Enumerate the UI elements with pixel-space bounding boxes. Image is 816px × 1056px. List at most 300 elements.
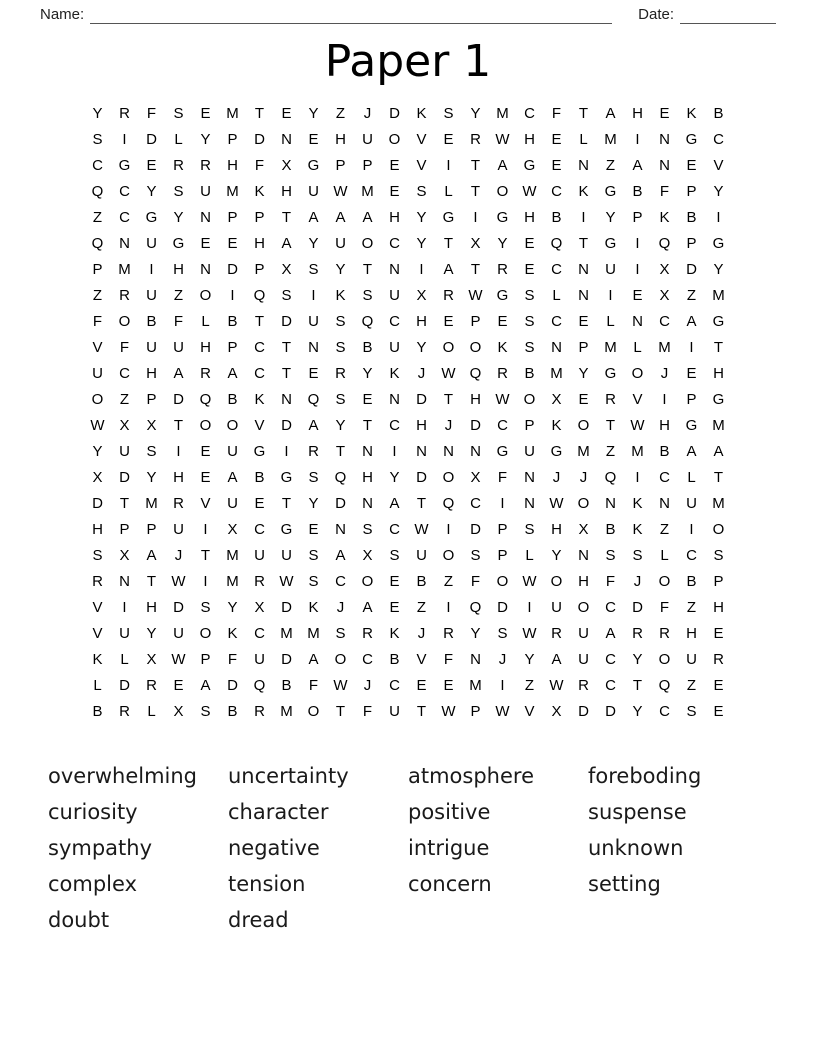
grid-letter: Q bbox=[469, 598, 482, 616]
grid-letter: X bbox=[227, 520, 238, 538]
grid-letter: T bbox=[281, 338, 292, 356]
grid-letter: D bbox=[173, 390, 184, 408]
grid-letter: T bbox=[578, 234, 589, 252]
grid-letter: P bbox=[254, 260, 265, 278]
grid-letter: I bbox=[284, 442, 289, 460]
grid-letter: Q bbox=[253, 286, 266, 304]
grid-letter: S bbox=[416, 182, 427, 200]
grid-letter: P bbox=[254, 208, 265, 226]
grid-letter: P bbox=[686, 234, 697, 252]
grid-letter: U bbox=[524, 442, 535, 460]
grid-letter: S bbox=[335, 390, 346, 408]
grid-letter: O bbox=[442, 546, 455, 564]
grid-letter: N bbox=[524, 468, 535, 486]
grid-letter: E bbox=[200, 104, 211, 122]
word-list-item: sympathy bbox=[48, 836, 152, 861]
grid-letter: C bbox=[254, 364, 265, 382]
grid-letter: A bbox=[227, 364, 238, 382]
grid-letter: Q bbox=[658, 234, 671, 252]
grid-letter: C bbox=[362, 650, 373, 668]
grid-letter: H bbox=[227, 156, 238, 174]
grid-letter: S bbox=[362, 520, 373, 538]
grid-letter: P bbox=[578, 338, 589, 356]
grid-letter: I bbox=[311, 286, 316, 304]
grid-letter: T bbox=[254, 312, 265, 330]
grid-letter: W bbox=[441, 702, 456, 720]
grid-letter: R bbox=[254, 702, 265, 720]
grid-letter: Y bbox=[605, 208, 616, 226]
grid-letter: O bbox=[199, 286, 212, 304]
grid-letter: V bbox=[92, 598, 103, 616]
grid-letter: U bbox=[173, 624, 184, 642]
grid-letter: J bbox=[417, 364, 426, 382]
grid-letter: T bbox=[119, 494, 130, 512]
grid-letter: O bbox=[118, 312, 131, 330]
grid-letter: E bbox=[200, 442, 211, 460]
grid-letter: B bbox=[713, 104, 724, 122]
grid-letter: Y bbox=[92, 104, 103, 122]
grid-letter: C bbox=[551, 182, 562, 200]
grid-letter: A bbox=[686, 442, 697, 460]
grid-letter: R bbox=[92, 572, 103, 590]
grid-letter: B bbox=[362, 338, 373, 356]
grid-letter: S bbox=[524, 338, 535, 356]
grid-letter: U bbox=[578, 650, 589, 668]
grid-letter: H bbox=[362, 468, 373, 486]
grid-letter: E bbox=[659, 104, 670, 122]
grid-letter: U bbox=[551, 598, 562, 616]
grid-letter: G bbox=[712, 312, 725, 330]
grid-letter: D bbox=[146, 130, 157, 148]
grid-letter: Y bbox=[227, 598, 238, 616]
grid-letter: A bbox=[389, 494, 400, 512]
grid-letter: O bbox=[334, 650, 347, 668]
grid-letter: H bbox=[389, 208, 400, 226]
grid-letter: D bbox=[119, 676, 130, 694]
grid-letter: B bbox=[632, 182, 643, 200]
grid-letter: P bbox=[632, 208, 643, 226]
grid-letter: D bbox=[227, 260, 238, 278]
grid-letter: Y bbox=[92, 442, 103, 460]
grid-letter: X bbox=[146, 416, 157, 434]
grid-letter: M bbox=[280, 702, 293, 720]
grid-letter: E bbox=[389, 572, 400, 590]
grid-letter: A bbox=[443, 260, 454, 278]
grid-letter: R bbox=[470, 130, 481, 148]
grid-letter: Y bbox=[470, 104, 481, 122]
grid-letter: S bbox=[200, 702, 211, 720]
grid-letter: E bbox=[524, 234, 535, 252]
grid-letter: N bbox=[578, 156, 589, 174]
grid-letter: W bbox=[333, 182, 348, 200]
grid-letter: P bbox=[146, 520, 157, 538]
grid-letter: K bbox=[389, 624, 400, 642]
grid-letter: B bbox=[389, 650, 400, 668]
grid-letter: G bbox=[496, 286, 509, 304]
grid-letter: T bbox=[416, 702, 427, 720]
grid-letter: X bbox=[281, 156, 292, 174]
grid-letter: V bbox=[254, 416, 265, 434]
grid-letter: K bbox=[578, 182, 589, 200]
grid-letter: Q bbox=[91, 234, 104, 252]
grid-letter: T bbox=[443, 234, 454, 252]
grid-letter: C bbox=[524, 104, 535, 122]
grid-letter: R bbox=[632, 624, 643, 642]
grid-letter: Y bbox=[416, 338, 427, 356]
grid-letter: I bbox=[473, 208, 478, 226]
word-list-item: character bbox=[228, 800, 329, 825]
grid-letter: K bbox=[254, 390, 265, 408]
grid-letter: J bbox=[363, 104, 372, 122]
grid-letter: P bbox=[227, 338, 238, 356]
word-list-column bbox=[588, 760, 768, 904]
grid-letter: T bbox=[605, 416, 616, 434]
grid-letter: X bbox=[551, 702, 562, 720]
grid-letter: N bbox=[281, 130, 292, 148]
puzzle-title: Paper 1 bbox=[324, 36, 492, 87]
grid-letter: C bbox=[605, 650, 616, 668]
grid-letter: U bbox=[173, 338, 184, 356]
grid-letter: F bbox=[551, 104, 562, 122]
grid-letter: K bbox=[389, 364, 400, 382]
grid-letter: Q bbox=[361, 312, 374, 330]
grid-letter: L bbox=[552, 286, 561, 304]
grid-letter: P bbox=[686, 390, 697, 408]
grid-letter: G bbox=[712, 234, 725, 252]
grid-letter: J bbox=[336, 598, 345, 616]
grid-letter: S bbox=[389, 546, 400, 564]
grid-letter: D bbox=[281, 416, 292, 434]
grid-letter: D bbox=[470, 416, 481, 434]
grid-letter: H bbox=[632, 104, 643, 122]
grid-letter: C bbox=[254, 624, 265, 642]
grid-letter: U bbox=[92, 364, 103, 382]
grid-letter: X bbox=[551, 390, 562, 408]
grid-letter: X bbox=[578, 520, 589, 538]
grid-letter: B bbox=[146, 312, 157, 330]
grid-letter: N bbox=[578, 286, 589, 304]
grid-letter: A bbox=[713, 442, 724, 460]
grid-letter: B bbox=[281, 676, 292, 694]
grid-letter: L bbox=[201, 312, 210, 330]
grid-letter: D bbox=[416, 468, 427, 486]
grid-letter: I bbox=[446, 520, 451, 538]
word-list bbox=[48, 760, 816, 940]
grid-letter: M bbox=[604, 338, 617, 356]
grid-letter: H bbox=[713, 364, 724, 382]
grid-letter: F bbox=[659, 182, 670, 200]
grid-letter: C bbox=[254, 338, 265, 356]
grid-letter: M bbox=[604, 130, 617, 148]
grid-letter: T bbox=[281, 364, 292, 382]
grid-letter: G bbox=[280, 468, 293, 486]
grid-letter: T bbox=[632, 676, 643, 694]
grid-letter: S bbox=[146, 442, 157, 460]
grid-letter: E bbox=[200, 234, 211, 252]
grid-letter: G bbox=[604, 364, 617, 382]
grid-letter: A bbox=[632, 156, 643, 174]
grid-letter: Q bbox=[604, 468, 617, 486]
grid-letter: Z bbox=[443, 572, 454, 590]
grid-letter: Y bbox=[362, 364, 373, 382]
grid-letter: E bbox=[524, 260, 535, 278]
grid-letter: I bbox=[392, 442, 397, 460]
grid-letter: E bbox=[281, 104, 292, 122]
grid-letter: S bbox=[524, 520, 535, 538]
grid-letter: E bbox=[713, 624, 724, 642]
grid-letter: R bbox=[119, 104, 130, 122]
grid-letter: F bbox=[173, 312, 184, 330]
grid-letter: U bbox=[416, 546, 427, 564]
grid-letter: E bbox=[686, 364, 697, 382]
grid-letter: O bbox=[199, 624, 212, 642]
grid-letter: B bbox=[551, 208, 562, 226]
grid-letter: P bbox=[335, 156, 346, 174]
grid-letter: Q bbox=[469, 364, 482, 382]
grid-letter: W bbox=[279, 572, 294, 590]
grid-letter: C bbox=[389, 416, 400, 434]
grid-letter: X bbox=[470, 234, 481, 252]
grid-letter: K bbox=[335, 286, 346, 304]
grid-letter: R bbox=[443, 624, 454, 642]
grid-letter: T bbox=[335, 702, 346, 720]
grid-letter: C bbox=[389, 234, 400, 252]
grid-letter: Y bbox=[632, 702, 643, 720]
grid-letter: O bbox=[577, 598, 590, 616]
grid-letter: Z bbox=[119, 390, 130, 408]
grid-letter: H bbox=[416, 312, 427, 330]
grid-letter: T bbox=[362, 416, 373, 434]
grid-letter: F bbox=[362, 702, 373, 720]
grid-letter: M bbox=[658, 338, 671, 356]
grid-letter: E bbox=[713, 676, 724, 694]
grid-letter: R bbox=[497, 364, 508, 382]
grid-letter: W bbox=[522, 624, 537, 642]
grid-letter: Z bbox=[335, 104, 346, 122]
word-list-column bbox=[228, 760, 408, 940]
grid-letter: I bbox=[500, 676, 505, 694]
grid-letter: U bbox=[686, 494, 697, 512]
grid-letter: J bbox=[579, 468, 588, 486]
grid-letter: Z bbox=[92, 208, 103, 226]
grid-letter: Z bbox=[173, 286, 184, 304]
grid-letter: H bbox=[470, 390, 481, 408]
grid-letter: M bbox=[361, 182, 374, 200]
grid-letter: N bbox=[281, 390, 292, 408]
grid-letter: T bbox=[713, 468, 724, 486]
grid-letter: E bbox=[173, 676, 184, 694]
grid-letter: D bbox=[173, 598, 184, 616]
grid-letter: D bbox=[92, 494, 103, 512]
grid-letter: B bbox=[227, 702, 238, 720]
grid-letter: F bbox=[605, 572, 616, 590]
grid-letter: G bbox=[145, 208, 158, 226]
grid-letter: S bbox=[335, 624, 346, 642]
grid-letter: W bbox=[414, 520, 429, 538]
grid-letter: T bbox=[362, 260, 373, 278]
grid-letter: O bbox=[442, 468, 455, 486]
grid-letter: Z bbox=[686, 286, 697, 304]
grid-letter: B bbox=[416, 572, 427, 590]
grid-letter: B bbox=[254, 468, 265, 486]
grid-letter: P bbox=[362, 156, 373, 174]
grid-letter: X bbox=[119, 546, 130, 564]
grid-letter: K bbox=[632, 520, 643, 538]
grid-letter: V bbox=[524, 702, 535, 720]
grid-letter: D bbox=[416, 390, 427, 408]
grid-letter: H bbox=[254, 234, 265, 252]
grid-letter: Q bbox=[334, 468, 347, 486]
grid-letter: W bbox=[90, 416, 105, 434]
grid-letter: Y bbox=[308, 234, 319, 252]
grid-letter: T bbox=[470, 260, 481, 278]
grid-letter: A bbox=[173, 364, 184, 382]
grid-letter: H bbox=[659, 416, 670, 434]
grid-letter: X bbox=[470, 468, 481, 486]
grid-letter: R bbox=[119, 286, 130, 304]
grid-letter: Q bbox=[550, 234, 563, 252]
grid-letter: N bbox=[335, 520, 346, 538]
grid-letter: M bbox=[712, 416, 725, 434]
grid-letter: F bbox=[497, 468, 508, 486]
grid-letter: H bbox=[578, 572, 589, 590]
grid-letter: Z bbox=[686, 676, 697, 694]
grid-letter: C bbox=[605, 598, 616, 616]
grid-letter: X bbox=[146, 650, 157, 668]
grid-letter: P bbox=[686, 182, 697, 200]
grid-letter: L bbox=[147, 702, 156, 720]
grid-letter: Y bbox=[146, 624, 157, 642]
word-list-item: dread bbox=[228, 908, 289, 933]
grid-letter: I bbox=[635, 130, 640, 148]
grid-letter: C bbox=[119, 364, 130, 382]
grid-letter: A bbox=[686, 312, 697, 330]
grid-letter: U bbox=[389, 338, 400, 356]
grid-letter: N bbox=[632, 312, 643, 330]
grid-letter: J bbox=[633, 572, 642, 590]
grid-letter: Y bbox=[146, 182, 157, 200]
grid-letter: I bbox=[149, 260, 154, 278]
grid-letter: T bbox=[173, 416, 184, 434]
grid-letter: W bbox=[522, 572, 537, 590]
grid-letter: I bbox=[635, 234, 640, 252]
grid-letter: D bbox=[335, 494, 346, 512]
grid-letter: O bbox=[658, 572, 671, 590]
grid-letter: N bbox=[605, 494, 616, 512]
grid-letter: G bbox=[172, 234, 185, 252]
grid-letter: H bbox=[524, 130, 535, 148]
grid-letter: A bbox=[605, 624, 616, 642]
grid-letter: F bbox=[119, 338, 130, 356]
grid-letter: B bbox=[92, 702, 103, 720]
grid-letter: L bbox=[444, 182, 453, 200]
grid-letter: K bbox=[254, 182, 265, 200]
grid-letter: K bbox=[659, 208, 670, 226]
grid-letter: C bbox=[551, 312, 562, 330]
word-list-item: curiosity bbox=[48, 800, 138, 825]
grid-letter: T bbox=[470, 182, 481, 200]
name-blank-line bbox=[90, 7, 612, 24]
grid-letter: S bbox=[524, 312, 535, 330]
grid-letter: S bbox=[308, 546, 319, 564]
grid-letter: I bbox=[446, 598, 451, 616]
grid-letter: X bbox=[173, 702, 184, 720]
word-list-item: overwhelming bbox=[48, 764, 197, 789]
grid-letter: N bbox=[659, 156, 670, 174]
grid-letter: S bbox=[92, 546, 103, 564]
grid-letter: N bbox=[119, 234, 130, 252]
grid-letter: R bbox=[605, 390, 616, 408]
grid-letter: L bbox=[579, 130, 588, 148]
grid-letter: W bbox=[522, 182, 537, 200]
grid-letter: P bbox=[713, 572, 724, 590]
grid-letter: L bbox=[633, 338, 642, 356]
grid-letter: A bbox=[146, 546, 157, 564]
grid-letter: I bbox=[635, 260, 640, 278]
grid-letter: O bbox=[226, 416, 239, 434]
grid-letter: E bbox=[389, 598, 400, 616]
grid-letter: H bbox=[686, 624, 697, 642]
grid-letter: G bbox=[685, 130, 698, 148]
grid-letter: F bbox=[254, 156, 265, 174]
grid-letter: D bbox=[281, 650, 292, 668]
grid-letter: O bbox=[361, 234, 374, 252]
grid-letter: E bbox=[551, 156, 562, 174]
grid-letter: N bbox=[551, 338, 562, 356]
grid-letter: N bbox=[200, 208, 211, 226]
word-list-item: unknown bbox=[588, 836, 684, 861]
grid-letter: X bbox=[416, 286, 427, 304]
grid-letter: T bbox=[443, 390, 454, 408]
grid-letter: S bbox=[92, 130, 103, 148]
word-list-item: complex bbox=[48, 872, 137, 897]
grid-letter: S bbox=[281, 286, 292, 304]
grid-letter: I bbox=[176, 442, 181, 460]
grid-letter: S bbox=[308, 468, 319, 486]
grid-letter: A bbox=[308, 208, 319, 226]
grid-letter: D bbox=[686, 260, 697, 278]
grid-letter: Q bbox=[199, 390, 212, 408]
grid-letter: Y bbox=[551, 546, 562, 564]
grid-letter: L bbox=[687, 468, 696, 486]
grid-letter: H bbox=[146, 598, 157, 616]
grid-letter: A bbox=[308, 650, 319, 668]
grid-letter: B bbox=[686, 572, 697, 590]
grid-letter: G bbox=[496, 442, 509, 460]
grid-letter: I bbox=[230, 286, 235, 304]
grid-letter: G bbox=[118, 156, 131, 174]
grid-letter: R bbox=[119, 702, 130, 720]
grid-letter: G bbox=[604, 182, 617, 200]
grid-letter: I bbox=[716, 208, 721, 226]
grid-letter: H bbox=[281, 182, 292, 200]
grid-letter: M bbox=[469, 676, 482, 694]
grid-letter: S bbox=[200, 598, 211, 616]
grid-letter: B bbox=[686, 208, 697, 226]
word-list-item: concern bbox=[408, 872, 492, 897]
grid-letter: Y bbox=[524, 650, 535, 668]
grid-letter: C bbox=[389, 676, 400, 694]
grid-letter: P bbox=[146, 390, 157, 408]
grid-letter: D bbox=[227, 676, 238, 694]
grid-letter: B bbox=[227, 390, 238, 408]
grid-letter: D bbox=[578, 702, 589, 720]
grid-letter: N bbox=[416, 442, 427, 460]
grid-letter: H bbox=[335, 130, 346, 148]
grid-letter: O bbox=[712, 520, 725, 538]
grid-letter: T bbox=[470, 156, 481, 174]
grid-letter: O bbox=[91, 390, 104, 408]
